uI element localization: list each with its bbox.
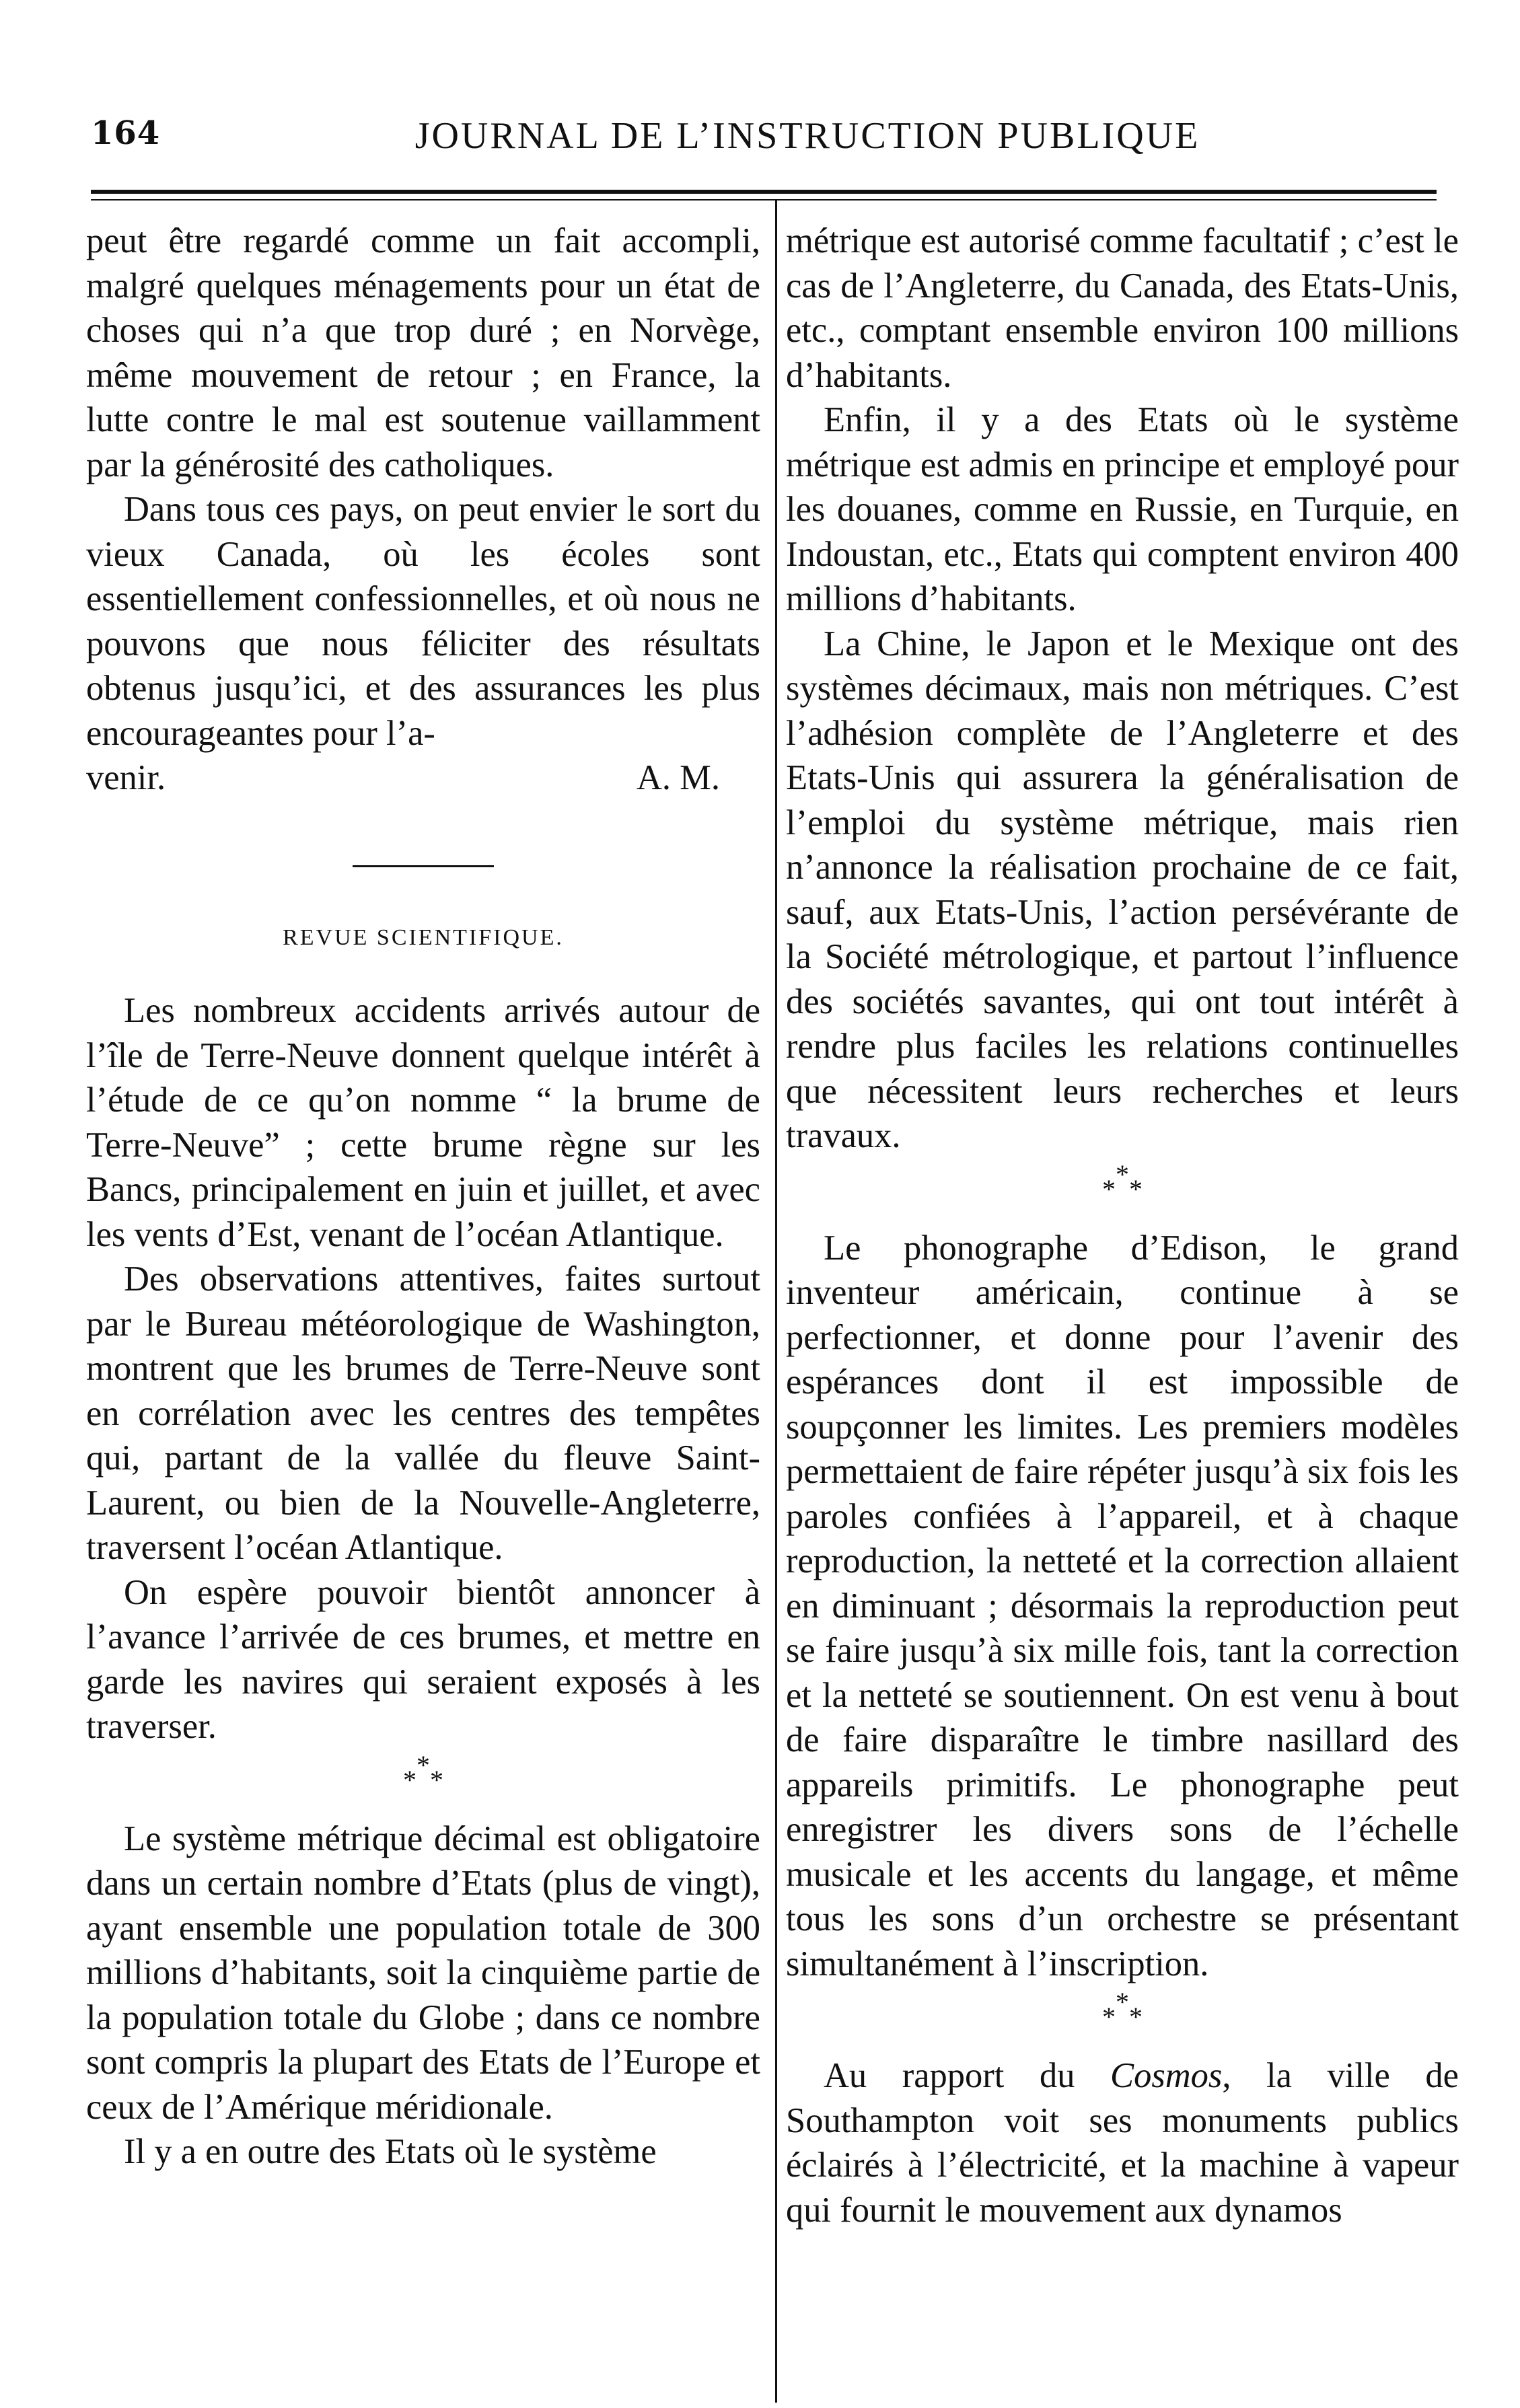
header-rule-thick	[91, 190, 1437, 194]
phonographe-paragraph: Le phonographe d’Edison, le grand inventeur américain, continue à se perfectionner, et donne pour l’avenir des espérances dont il est impossible de soupçonner les limites. Les premiers modèles permettaient de faire répéter jusqu’à six fois les paroles confiées à l’appareil, et à chaque reproduction, la netteté et la correction allaient en diminuant ; désormais la reproduction peut se faire jusqu’à six mille fois, tant la correction et la netteté se soutiennent. On est venu à bout de faire disparaître le timbre nasillard des appareils primitifs. Le phonographe peut enregistrer les divers sons de l’échelle musicale et les accents du langage, et même tous les sons d’un orchestre se présentant simultanément à l’inscription.	[786, 1228, 1459, 1983]
asterism-right-2: ***	[1102, 1987, 1143, 2032]
running-title: JOURNAL DE L’INSTRUCTION PUBLIQUE	[414, 115, 1200, 157]
asterism-right-1: ***	[1102, 1159, 1143, 1204]
canada-paragraph: Dans tous ces pays, on peut envier le sort du vieux Canada, où les écoles sont essentiellement confessionnelles, et où nous ne pouvons que nous féliciter des résultats obtenus jusqu’ici, et des assurances les plus encourageantes pour l’a-	[86, 490, 760, 753]
signature-line	[86, 756, 760, 801]
section-heading: REVUE SCIENTIFIQUE.	[283, 924, 564, 950]
outre-paragraph: Il y a en outre des Etats où le système	[124, 2132, 657, 2171]
observations-paragraph: Des observations attentives, faites surtout par le Bureau météorologique de Washington, montrent que les brumes de Terre-Neuve sont en corrélation avec les centres des tempêtes qui, partant de la vallée du fleuve Saint-Laurent, ou bien de la Nouvelle-Angleterre, traversent l’océan Atlantique.	[86, 1260, 760, 1567]
asterism-left: ***	[403, 1749, 443, 1795]
cosmos-prefix: Au rapport du	[824, 2056, 1111, 2095]
page-header	[91, 114, 1437, 175]
left-column	[86, 219, 760, 2175]
brume-paragraph: Les nombreux accidents arrivés autour de l’île de Terre-Neuve donnent quelque intérêt à l’étude de ce qu’on nomme “ la brume de Terre-Neuve” ; cette brume règne sur les Bancs, principalement en juin et juillet, et avec les vents d’Est, venant de l’océan Atlantique.	[86, 991, 760, 1254]
facultatif-paragraph: métrique est autorisé comme facultatif ; c’est le cas de l’Angleterre, du Canada, des Etats-Unis, etc., comptant ensemble environ 100 millions d’habitants.	[786, 221, 1459, 395]
header-rule-thin	[91, 199, 1437, 200]
cosmos-rest: , la ville de Southampton voit ses monuments publics éclairés à l’électricité, et la machine à vapeur qui fournit le mouvement aux dynamos	[786, 2056, 1459, 2230]
canada-last-word: venir.	[86, 758, 166, 797]
intro-paragraph: peut être regardé comme un fait accompli, malgré quelques ménagements pour un état de choses qui n’a que trop duré ; en Norvège, même mouvement de retour ; en France, la lutte contre le mal est soutenue vaillamment par la générosité des catholiques.	[86, 221, 760, 484]
article-signature: A. M.	[637, 758, 720, 797]
enfin-paragraph: Enfin, il y a des Etats où le système métrique est admis en principe et employé pour les douanes, comme en Russie, en Turquie, en Indoustan, etc., Etats qui comptent environ 400 millions d’habitants.	[786, 400, 1459, 618]
page-number: 164	[91, 114, 161, 152]
column-divider	[775, 199, 777, 2403]
cosmos-paragraph	[786, 2053, 1459, 2232]
metrique-paragraph: Le système métrique décimal est obligatoire dans un certain nombre d’Etats (plus de vingt), ayant ensemble une population totale de 300 millions d’habitants, soit la cinquième partie de la population totale du Globe ; dans ce nombre sont compris la plupart des Etats de l’Europe et ceux de l’Amérique méridionale.	[86, 1819, 760, 2127]
chine-paragraph: La Chine, le Japon et le Mexique ont des systèmes décimaux, mais non métriques. C’est l’adhésion complète de l’Angleterre et des Etats-Unis qui assurera la généralisation de l’emploi du système métrique, mais rien n’annonce la réalisation prochaine de ce fait, sauf, aux Etats-Unis, l’action persévérante de la Société métrologique, et partout l’influence des sociétés savantes, qui ont tout intérêt à rendre plus faciles les relations continuelles que nécessitent leurs recherches et leurs travaux.	[786, 624, 1459, 1155]
right-column	[786, 219, 1459, 2232]
espere-paragraph: On espère pouvoir bientôt annoncer à l’avance l’arrivée de ces brumes, et mettre en garde les navires qui seraient exposés à les traverser.	[86, 1572, 760, 1746]
article-separator	[353, 865, 494, 867]
cosmos-title: Cosmos	[1110, 2056, 1223, 2095]
